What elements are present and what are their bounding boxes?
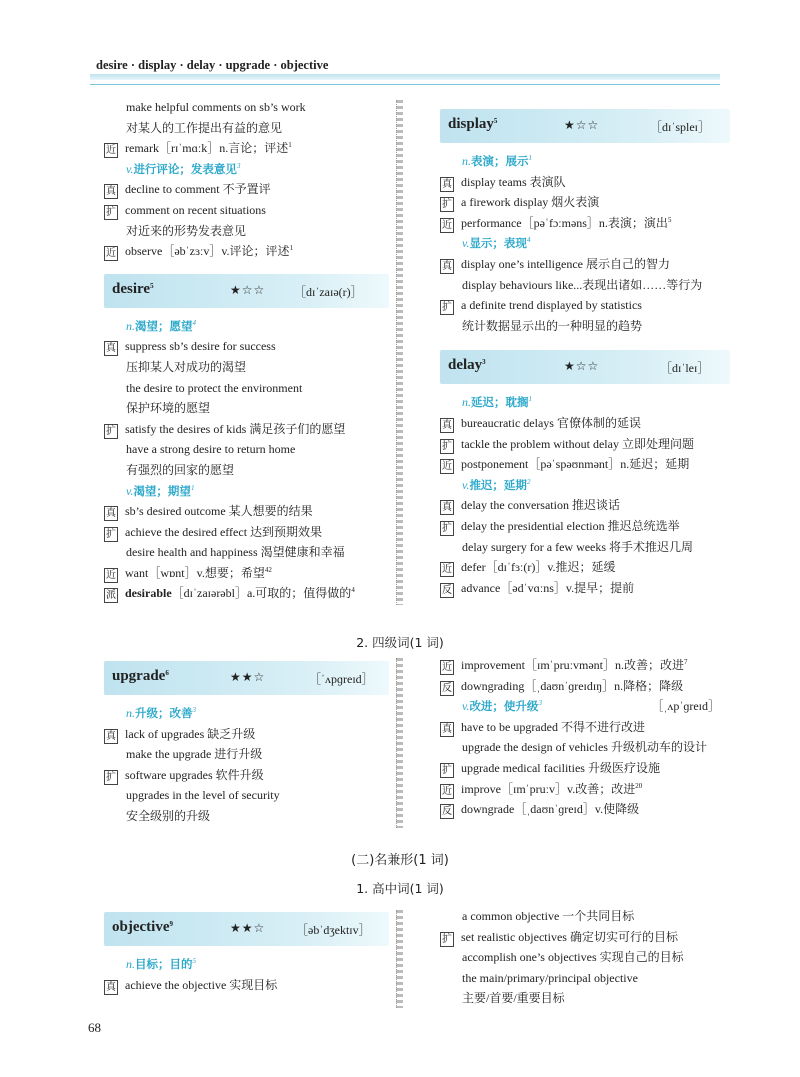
headword-count: 6 [165, 669, 169, 677]
sense-line [104, 703, 389, 724]
frequency-count: 1 [528, 154, 532, 162]
entry-line [104, 806, 389, 827]
sense-meaning: 表演；展示 [471, 154, 529, 168]
headword-box-desire [104, 274, 389, 308]
entry-line [440, 413, 730, 434]
label-tag: 扩 [442, 199, 452, 211]
entry-line [440, 655, 730, 676]
entry-line [440, 717, 730, 738]
entry-line [440, 927, 730, 948]
entry-line [104, 138, 389, 159]
entry-text: downgrading［ˌdaʊnˈɡreɪdɪŋ］n.降格；降级 [461, 678, 684, 693]
label-tag: 真 [106, 508, 116, 520]
entry-line [440, 779, 730, 800]
entry-text: downgrade［ˌdaʊnˈɡreɪd］v.使降级 [461, 802, 640, 817]
entry-line [440, 172, 730, 193]
level4-title: 2. 四级词(1 词) [356, 635, 444, 650]
entry-text: 对某人的工作提出有益的意见 [126, 120, 283, 135]
entry-line [440, 578, 730, 599]
entry-text: ［dɪˈzaɪərəbl］a.可取的；值得做的 [171, 586, 352, 601]
entry-line [440, 947, 730, 968]
entry-text: upgrade the design of vehicles 升级机动车的设计 [462, 740, 707, 755]
entry-text: upgrades in the level of security [126, 788, 280, 803]
sense-line [440, 233, 730, 254]
frequency-count: 5 [192, 957, 196, 965]
entry-text: 压抑某人对成功的渴望 [126, 359, 247, 374]
headword-phonetic: ［dɪˈspleɪ］ [650, 120, 710, 134]
headword-box-delay [440, 350, 730, 384]
entry-text: satisfy the desires of kids 满足孩子们的愿望 [125, 421, 346, 436]
entry-line [440, 906, 730, 927]
entry-line [104, 724, 389, 745]
entry-text: comment on recent situations [125, 202, 266, 217]
pos-label: v. [126, 483, 134, 498]
column-divider-mid [396, 658, 403, 828]
difficulty-stars: ★☆☆ [230, 282, 266, 297]
headword-phonetic: ［əbˈdʒektɪv］ [296, 923, 371, 937]
sense-line [104, 481, 389, 502]
label-tag: 扩 [106, 528, 116, 540]
entry-line [104, 336, 389, 357]
entry-text: bureaucratic delays 官僚体制的延误 [461, 415, 641, 430]
entry-line [440, 213, 730, 234]
sense-meaning: 延迟；耽搁 [471, 395, 529, 410]
headword-count: 3 [482, 358, 486, 367]
sense-meaning: 进行评论；发表意见 [133, 161, 237, 176]
entry-line [104, 419, 389, 440]
frequency-count: 7 [683, 658, 688, 666]
label-tag: 真 [106, 343, 116, 355]
label-tag: 真 [442, 502, 452, 514]
label-tag: 真 [442, 723, 452, 735]
label-tag: 近 [106, 248, 116, 260]
headword-phonetic: ［dɪˈleɪ］ [660, 361, 710, 376]
derived-word: desirable [125, 586, 172, 601]
entry-line [440, 516, 730, 537]
frequency-count: 3 [236, 161, 241, 170]
entry-text: want［wɒnt］v.想要；希望 [125, 565, 265, 580]
top-left-column [104, 97, 389, 604]
entry-line [440, 275, 730, 296]
entry-text: 有强烈的回家的愿望 [126, 462, 235, 477]
sense-meaning: 渴望；愿望 [135, 318, 193, 333]
headword-count: 9 [169, 920, 173, 928]
entry-text: a firework display 烟火表演 [461, 195, 600, 210]
entry-line [440, 495, 730, 516]
entry-text: observe［əbˈzɜːv］v.评论；评述 [125, 244, 290, 259]
label-tag: 派 [106, 590, 116, 602]
sense-line [440, 392, 730, 413]
label-tag: 真 [442, 419, 452, 431]
label-tag: 真 [442, 178, 452, 190]
column-divider-bottom [396, 910, 403, 1008]
entry-line [440, 557, 730, 578]
headword: display$^5$ [448, 116, 498, 132]
sense-line [104, 159, 389, 180]
headword: upgrade$^6$ [112, 668, 169, 684]
pos-label: n. [126, 706, 135, 720]
entry-text: performance［pəˈfɔːməns］n.表演；演出 [461, 215, 668, 230]
pos-label: v. [126, 161, 134, 176]
top-right-column [440, 97, 730, 598]
entry-line [104, 765, 389, 786]
entry-line [440, 254, 730, 275]
frequency-count: 20 [635, 781, 643, 790]
label-tag: 近 [442, 461, 452, 473]
frequency-count: 4 [192, 318, 196, 327]
entry-text: display one’s intelligence 展示自己的智力 [461, 256, 670, 271]
entry-text: a common objective 一个共同目标 [462, 909, 635, 923]
headword-phonetic: ［ˈʌpɡreɪd］ [309, 672, 374, 686]
entry-text: upgrade medical facilities 升级医疗设施 [461, 760, 660, 775]
label-tag: 反 [442, 584, 452, 596]
column-divider [396, 100, 403, 605]
entry-line [104, 357, 389, 378]
entry-line [440, 454, 730, 475]
sense-meaning: 渴望；期望 [133, 483, 191, 498]
entry-text: advance［ədˈvɑːns］v.提早；提前 [461, 580, 635, 595]
pos-label: v. [462, 236, 470, 251]
sense-line [440, 696, 730, 717]
entry-line [104, 501, 389, 522]
running-header: desire · display · delay · upgrade · objective [96, 58, 329, 72]
label-tag: 真 [442, 260, 452, 272]
entry-line [104, 439, 389, 460]
frequency-count: 42 [264, 565, 272, 574]
entry-line [440, 758, 730, 779]
difficulty-stars: ★☆☆ [564, 359, 600, 374]
sense-phonetic: ［ˌʌpˈɡreɪd］ [651, 699, 720, 714]
pos-label: n. [126, 318, 135, 333]
frequency-count: 3 [192, 706, 196, 714]
entry-line [104, 460, 389, 481]
entry-text: the main/primary/principal objective [462, 970, 638, 985]
entry-text: have a strong desire to return home [126, 442, 296, 457]
label-tag: 扩 [442, 522, 452, 534]
sense-meaning: 目标；目的 [135, 957, 193, 971]
entry-text: defer［dɪˈfɜː(r)］v.推迟；延缓 [461, 560, 616, 575]
header-rule [90, 84, 720, 85]
pos-label: v. [462, 699, 470, 714]
headword-count: 5 [493, 117, 498, 125]
entry-line [104, 785, 389, 806]
entry-text: 统计数据显示出的一种明显的趋势 [462, 318, 643, 333]
entry-line [104, 221, 389, 242]
entry-line [440, 192, 730, 213]
entry-line [440, 799, 730, 820]
difficulty-stars: ★☆☆ [564, 118, 600, 132]
mid-right-column [440, 655, 730, 820]
label-tag: 近 [106, 569, 116, 581]
label-tag: 反 [442, 806, 452, 818]
entry-line [104, 563, 389, 584]
entry-text: postponement［pəˈspəʊnmənt］n.延迟；延期 [461, 457, 690, 472]
label-tag: 扩 [442, 302, 452, 314]
entry-text: 安全级别的升级 [126, 808, 211, 823]
entry-text: decline to comment 不予置评 [125, 182, 271, 197]
frequency-count: 1 [528, 395, 532, 404]
entry-line [104, 522, 389, 543]
label-tag: 扩 [106, 206, 116, 218]
entry-line [104, 378, 389, 399]
difficulty-stars: ★★☆ [230, 921, 266, 935]
entry-text: remark［rɪˈmɑːk］n.言论；评述 [125, 141, 289, 156]
header-band [90, 74, 720, 80]
headword: desire$^5$ [112, 280, 154, 297]
pos-label: n. [462, 395, 471, 410]
bottom-left-column [104, 906, 389, 995]
frequency-count: 4 [526, 236, 531, 245]
frequency-count: 3 [538, 699, 542, 708]
entry-line [104, 200, 389, 221]
sense-line [440, 151, 730, 172]
difficulty-stars: ★★☆ [230, 670, 266, 684]
frequency-count: 1 [288, 141, 292, 150]
sense-meaning: 推迟；延期 [469, 477, 527, 492]
entry-text: accomplish one’s objectives 实现自己的目标 [462, 950, 684, 965]
entry-text: delay the presidential election 推迟总统选举 [461, 518, 680, 533]
page-number: 68 [88, 1020, 101, 1035]
sense-line [104, 954, 389, 975]
entry-line [440, 295, 730, 316]
label-tag: 真 [106, 730, 116, 742]
entry-text: improve［ɪmˈpruːv］v.改善；改进 [461, 781, 636, 796]
entry-text: 对近来的形势发表意见 [126, 223, 247, 238]
sense-meaning: 升级；改善 [135, 706, 193, 720]
entry-line [104, 179, 389, 200]
entry-text: software upgrades 软件升级 [125, 767, 264, 782]
entry-line [104, 97, 389, 118]
entry-line [440, 968, 730, 989]
headword: objective$^9$ [112, 919, 173, 935]
level-title: 1. 高中词(1 词) [356, 881, 444, 896]
label-tag: 扩 [442, 440, 452, 452]
frequency-count: 1 [190, 483, 195, 492]
entry-line [440, 316, 730, 337]
bottom-right-column [440, 906, 730, 1009]
headword-phonetic: ［dɪˈzaɪə(r)］ [294, 284, 363, 299]
label-tag: 近 [442, 662, 452, 673]
entry-line [104, 744, 389, 765]
entry-line [104, 118, 389, 139]
frequency-count: 5 [667, 215, 672, 224]
entry-text: delay surgery for a few weeks 将手术推迟几周 [462, 539, 694, 554]
label-tag: 真 [106, 981, 116, 993]
entry-text: display behaviours like...表现出诸如……等行为 [462, 277, 703, 292]
entry-line [104, 241, 389, 262]
entry-line [440, 676, 730, 697]
label-tag: 真 [106, 186, 116, 198]
entry-text: desire health and happiness 渴望健康和幸福 [126, 545, 345, 560]
sense-meaning: 显示；表现 [469, 236, 527, 251]
mid-left-column [104, 655, 389, 827]
headword-box-upgrade [104, 661, 389, 695]
entry-text: the desire to protect the environment [126, 380, 303, 395]
entry-text: tackle the problem without delay 立即处理问题 [461, 436, 694, 451]
pos-label: v. [462, 477, 470, 492]
entry-text: 保护环境的愿望 [126, 401, 211, 416]
entry-text: achieve the objective 实现目标 [125, 977, 278, 992]
entry-text: delay the conversation 推迟谈话 [461, 498, 620, 513]
headword-count: 5 [150, 281, 154, 290]
label-tag: 扩 [442, 933, 452, 945]
entry-text: make the upgrade 进行升级 [126, 747, 263, 762]
label-tag: 扩 [442, 764, 452, 776]
entry-line [440, 537, 730, 558]
label-tag: 扩 [106, 425, 116, 437]
entry-text: lack of upgrades 缺乏升级 [125, 726, 256, 741]
entry-line [104, 975, 389, 996]
headword-box-objective [104, 912, 389, 946]
part-title: (二)名兼形(1 词) [351, 853, 449, 868]
label-tag: 反 [442, 682, 452, 694]
sense-line [440, 475, 730, 496]
entry-line [440, 737, 730, 758]
frequency-count: 1 [289, 244, 294, 253]
headword-box-display [440, 109, 730, 143]
entry-text: have to be upgraded 不得不进行改进 [461, 719, 645, 734]
headword: delay$^3$ [448, 357, 486, 374]
entry-line [104, 542, 389, 563]
pos-label: n. [126, 957, 135, 971]
label-tag: 近 [442, 219, 452, 231]
entry-text: display teams 表演队 [461, 174, 566, 189]
entry-text: 主要/首要/重要目标 [462, 991, 565, 1006]
entry-text: sb’s desired outcome 某人想要的结果 [125, 504, 313, 519]
label-tag: 近 [442, 564, 452, 576]
frequency-count: 4 [351, 586, 355, 595]
entry-line [104, 398, 389, 419]
label-tag: 近 [106, 145, 116, 157]
entry-line [440, 988, 730, 1009]
entry-text: set realistic objectives 确定切实可行的目标 [461, 929, 678, 944]
entry-text: improvement［ɪmˈpruːvmənt］n.改善；改进 [461, 658, 684, 672]
label-tag: 近 [442, 785, 452, 797]
pos-label: n. [462, 154, 471, 168]
entry-text: make helpful comments on sb’s work [126, 100, 306, 114]
sense-line [104, 316, 389, 337]
entry-line [440, 434, 730, 455]
entry-text: achieve the desired effect 达到预期效果 [125, 524, 323, 539]
frequency-count: 2 [526, 477, 531, 486]
entry-text: a definite trend displayed by statistics [461, 298, 642, 313]
sense-meaning: 改进；使升级 [469, 699, 539, 714]
entry-line [104, 583, 389, 604]
entry-text: suppress sb’s desire for success [125, 339, 276, 354]
label-tag: 扩 [106, 771, 116, 783]
